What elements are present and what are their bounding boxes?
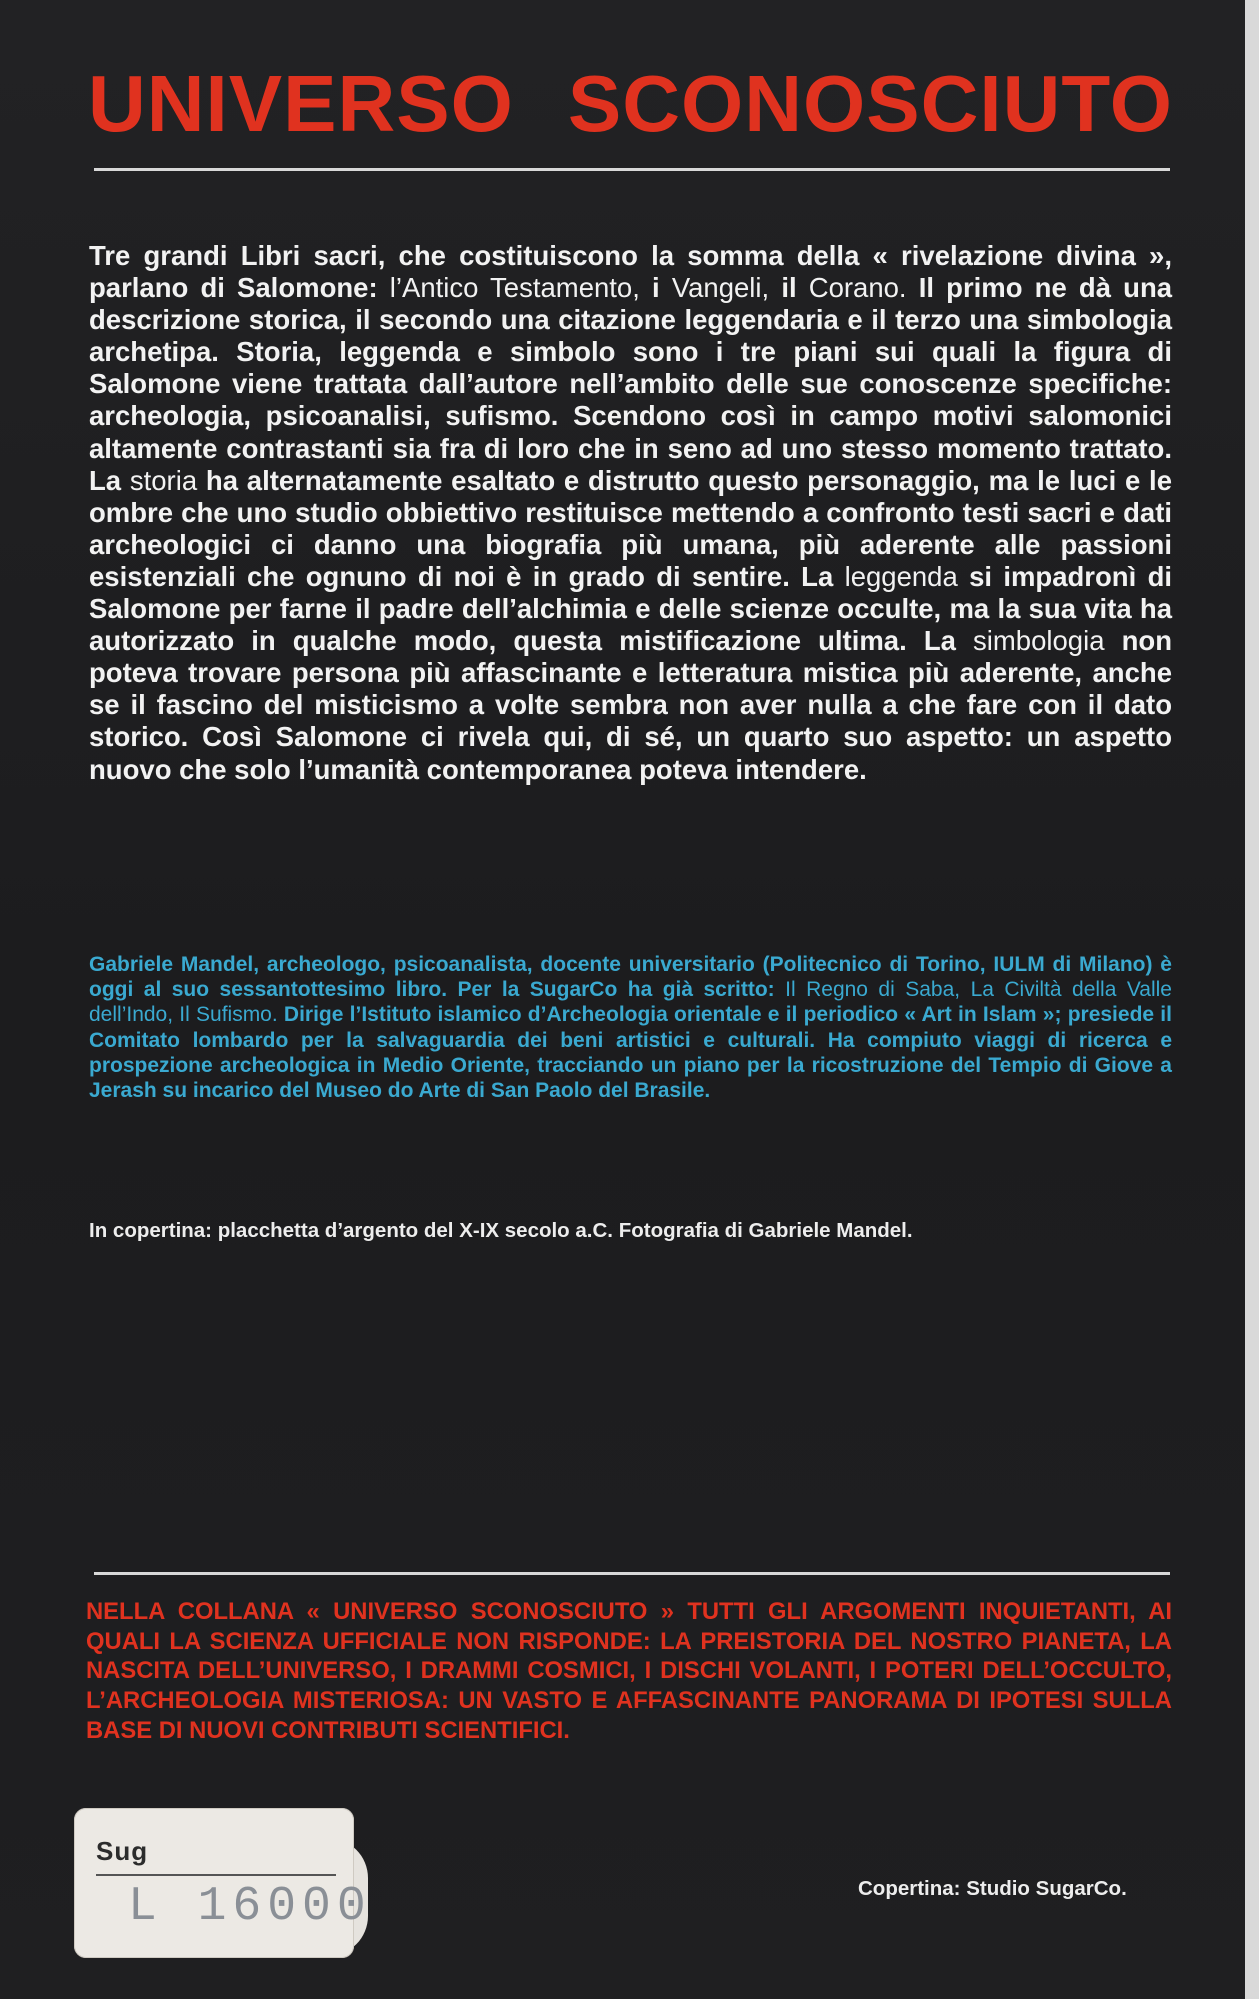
page-edge: [1245, 0, 1259, 1999]
price-sticker-price: L 16000: [128, 1880, 372, 1934]
cover-title: UNIVERSO SCONOSCIUTO: [88, 59, 1173, 148]
synopsis-part: il: [781, 272, 797, 304]
synopsis-part: ,: [761, 272, 782, 304]
synopsis-part: ha alternatamente esaltato e distrutto questo personaggio, ma le luci e le ombre che uno studio obbiettivo restituisce mettendo a confronto testi sacri e dati archeologici ci danno una biografia più umana, più aderente alle passioni esistenziali che ognuno di noi è in grado di sentire. La: [89, 464, 1172, 592]
cover-design-credit: Copertina: Studio SugarCo.: [858, 1877, 1127, 1900]
price-sticker-label: Sug: [96, 1836, 149, 1866]
author-bio-part: Dirige l’Istituto islamico d’Archeologia orientale e il periodico « Art in Islam »; presiede il Comitato lombardo per la salvaguardia dei beni artistici e culturali. Ha compiuto viaggi di ricerca e prospezione archeologica in Medio Oriente, tracciando un piano per la ricostruzione del Tempio di Giove a Jerash su incarico del Museo do Arte di San Paolo del Brasile.: [89, 1003, 1172, 1103]
synopsis-part: Tre grandi Libri sacri, che costituiscono la somma della « rivelazione divina », parlano di Salomone:: [89, 240, 1172, 304]
price-sticker-line: [96, 1874, 336, 1876]
cover-image-credit: In copertina: placchetta d’argento del X-IX secolo a.C. Fotografia di Gabriele Mandel.: [89, 1219, 913, 1242]
synopsis-part: non poteva trovare persona più affascinante e letteratura mistica più aderente, anche se il fascino del misticismo a volte sembra non aver nulla a che fare con il dato storico. Così Salomone ci rivela qui, di sé, un quarto suo aspetto: un aspetto nuovo che solo l’umanità contemporanea poteva intendere.: [89, 625, 1172, 785]
synopsis-part: i: [652, 272, 660, 304]
synopsis-part: leggenda: [844, 560, 958, 592]
author-bio-titles: Il Regno di Saba, La Civiltà della Valle dell’Indo, Il Sufismo.: [89, 978, 1172, 1027]
synopsis-part: simbologia: [973, 625, 1105, 657]
synopsis-part: ,: [632, 272, 653, 304]
author-bio: [89, 952, 1172, 1103]
synopsis-part: La: [89, 464, 130, 496]
synopsis-part: Vangeli: [659, 272, 762, 304]
author-bio-part: Gabriele Mandel, archeologo, psicoanalista, docente universitario (Politecnico di Torino, IULM di Milano) è oggi al suo sessantottesimo libro. Per la SugarCo ha già scritto:: [89, 953, 1172, 1002]
synopsis-text: [89, 240, 1172, 786]
synopsis-part: Il primo ne dà una descrizione storica, il secondo una citazione leggendaria e il terzo una simbologia archetipa. Storia, leggenda e simbolo sono i tre piani sui quali la figura di Salomone viene trattata dall’autore nell’ambito delle sue conoscenze specifiche: archeologia, psicoanalisi, sufismo. Scendono così in campo motivi salomonici altamente contrastanti sia fra di loro che in seno ad uno stesso momento trattato.: [89, 272, 1173, 464]
synopsis-part: l’Antico Testamento: [389, 272, 633, 304]
synopsis-part: storia: [129, 464, 198, 496]
synopsis-part: Corano.: [796, 272, 907, 304]
synopsis-part: si impadronì di Salomone per farne il padre dell’alchimia e delle scienze occulte, ma la sua vita ha autorizzato in qualche modo, questa mistificazione ultima. La: [89, 560, 1173, 657]
series-blurb: NELLA COLLANA « UNIVERSO SCONOSCIUTO » TUTTI GLI ARGOMENTI INQUIETANTI, AI QUALI LA SCIENZA UFFICIALE NON RISPONDE: LA PREISTORIA DEL NOSTRO PIANETA, LA NASCITA DELL’UNIVERSO, I DRAMMI COSMICI, I DISCHI VOLANTI, I POTERI DELL’OCCULTO, L’ARCHEOLOGIA MISTERIOSA: UN VASTO E AFFASCINANTE PANORAMA DI IPOTESI SULLA BASE DI NUOVI CONTRIBUTI SCIENTIFICI.: [86, 1598, 1172, 1744]
series-divider: [94, 1572, 1170, 1575]
title-divider: [94, 168, 1170, 171]
